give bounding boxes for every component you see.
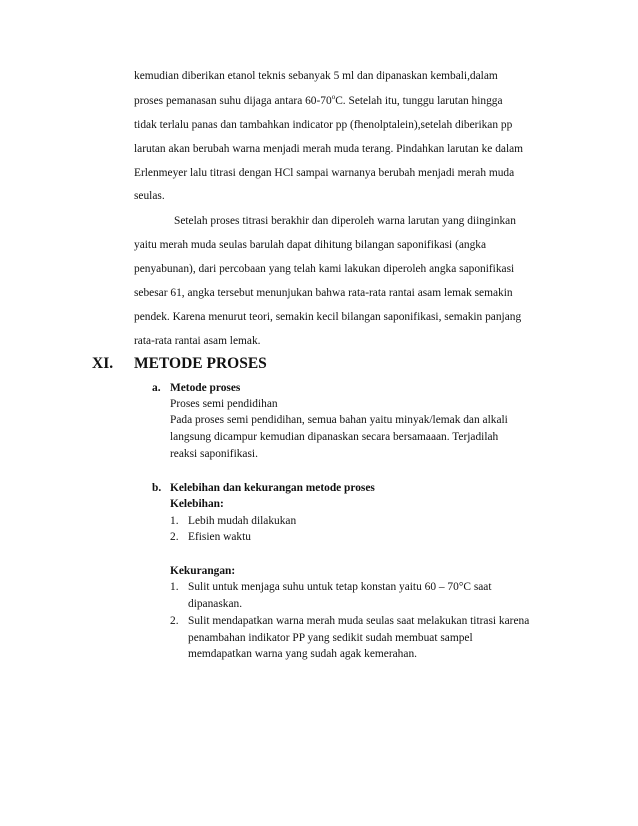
kelebihan-2-num: 2. <box>170 531 179 543</box>
para1-line-6: seulas. <box>134 190 165 202</box>
kelebihan-1-num: 1. <box>170 515 179 527</box>
para1-line-4: larutan akan berubah warna menjadi merah muda terang. Pindahkan larutan ke dalam <box>134 143 524 155</box>
kekurangan-1-line-2: dipanaskan. <box>188 598 243 610</box>
para1-line-2: proses pemanasan suhu dijaga antara 60-70$^o$C. Setelah itu, tunggu larutan hingga <box>134 93 503 107</box>
para2-line-2: yaitu merah muda seulas barulah dapat dihitung bilangan saponifikasi (angka <box>134 239 487 251</box>
para2-line-5: pendek. Karena menurut teori, semakin kecil bilangan saponifikasi, semakin panjang <box>134 311 522 323</box>
item-a-line-1: Proses semi pendidihan <box>170 398 278 410</box>
kelebihan-title: Kelebihan: <box>170 498 224 510</box>
item-a-title: Metode proses <box>170 382 241 394</box>
kekurangan-2-line-2: penambahan indikator PP yang sedikit sudah membuat sampel <box>188 632 473 644</box>
para1-line-1: kemudian diberikan etanol teknis sebanyak 5 ml dan dipanaskan kembali,dalam <box>134 70 498 82</box>
para1-line-5: Erlenmeyer lalu titrasi dengan HCl sampai warnanya berubah menjadi merah muda <box>134 167 515 179</box>
para2-line-4: sebesar 61, angka tersebut menunjukan bahwa rata-rata rantai asam lemak semakin <box>134 287 513 299</box>
item-a-line-2: Pada proses semi pendidihan, semua bahan yaitu minyak/lemak dan alkali <box>170 414 508 426</box>
kekurangan-2-num: 2. <box>170 615 179 627</box>
section-title: METODE PROSES <box>134 355 267 372</box>
para2-line-3: penyabunan), dari percobaan yang telah kami lakukan diperoleh angka saponifikasi <box>134 263 515 275</box>
item-a-line-3: langsung dicampur kemudian dipanaskan secara bersamaaan. Terjadilah <box>170 431 499 443</box>
para2-line-1: Setelah proses titrasi berakhir dan diperoleh warna larutan yang diinginkan <box>174 215 516 227</box>
kekurangan-title: Kekurangan: <box>170 565 236 577</box>
kekurangan-1-num: 1. <box>170 581 179 593</box>
item-b-label: b. <box>152 482 162 494</box>
kekurangan-2-line-1: Sulit mendapatkan warna merah muda seulas saat melakukan titrasi karena <box>188 615 530 627</box>
kekurangan-2-line-3: memdapatkan warna yang sudah agak kemerahan. <box>188 648 417 660</box>
item-a-line-4: reaksi saponifikasi. <box>170 448 258 460</box>
item-a-label: a. <box>152 382 161 394</box>
para2-line-6: rata-rata rantai asam lemak. <box>134 335 261 347</box>
kekurangan-1-line-1: Sulit untuk menjaga suhu untuk tetap konstan yaitu 60 – 70°C saat <box>188 581 492 593</box>
kelebihan-1-text: Lebih mudah dilakukan <box>188 515 297 527</box>
para1-line-3: tidak terlalu panas dan tambahkan indicator pp (fhenolptalein),setelah diberikan pp <box>134 119 513 131</box>
item-b-title: Kelebihan dan kekurangan metode proses <box>170 482 375 494</box>
section-number: XI. <box>92 355 114 372</box>
kelebihan-2-text: Efisien waktu <box>188 531 251 543</box>
